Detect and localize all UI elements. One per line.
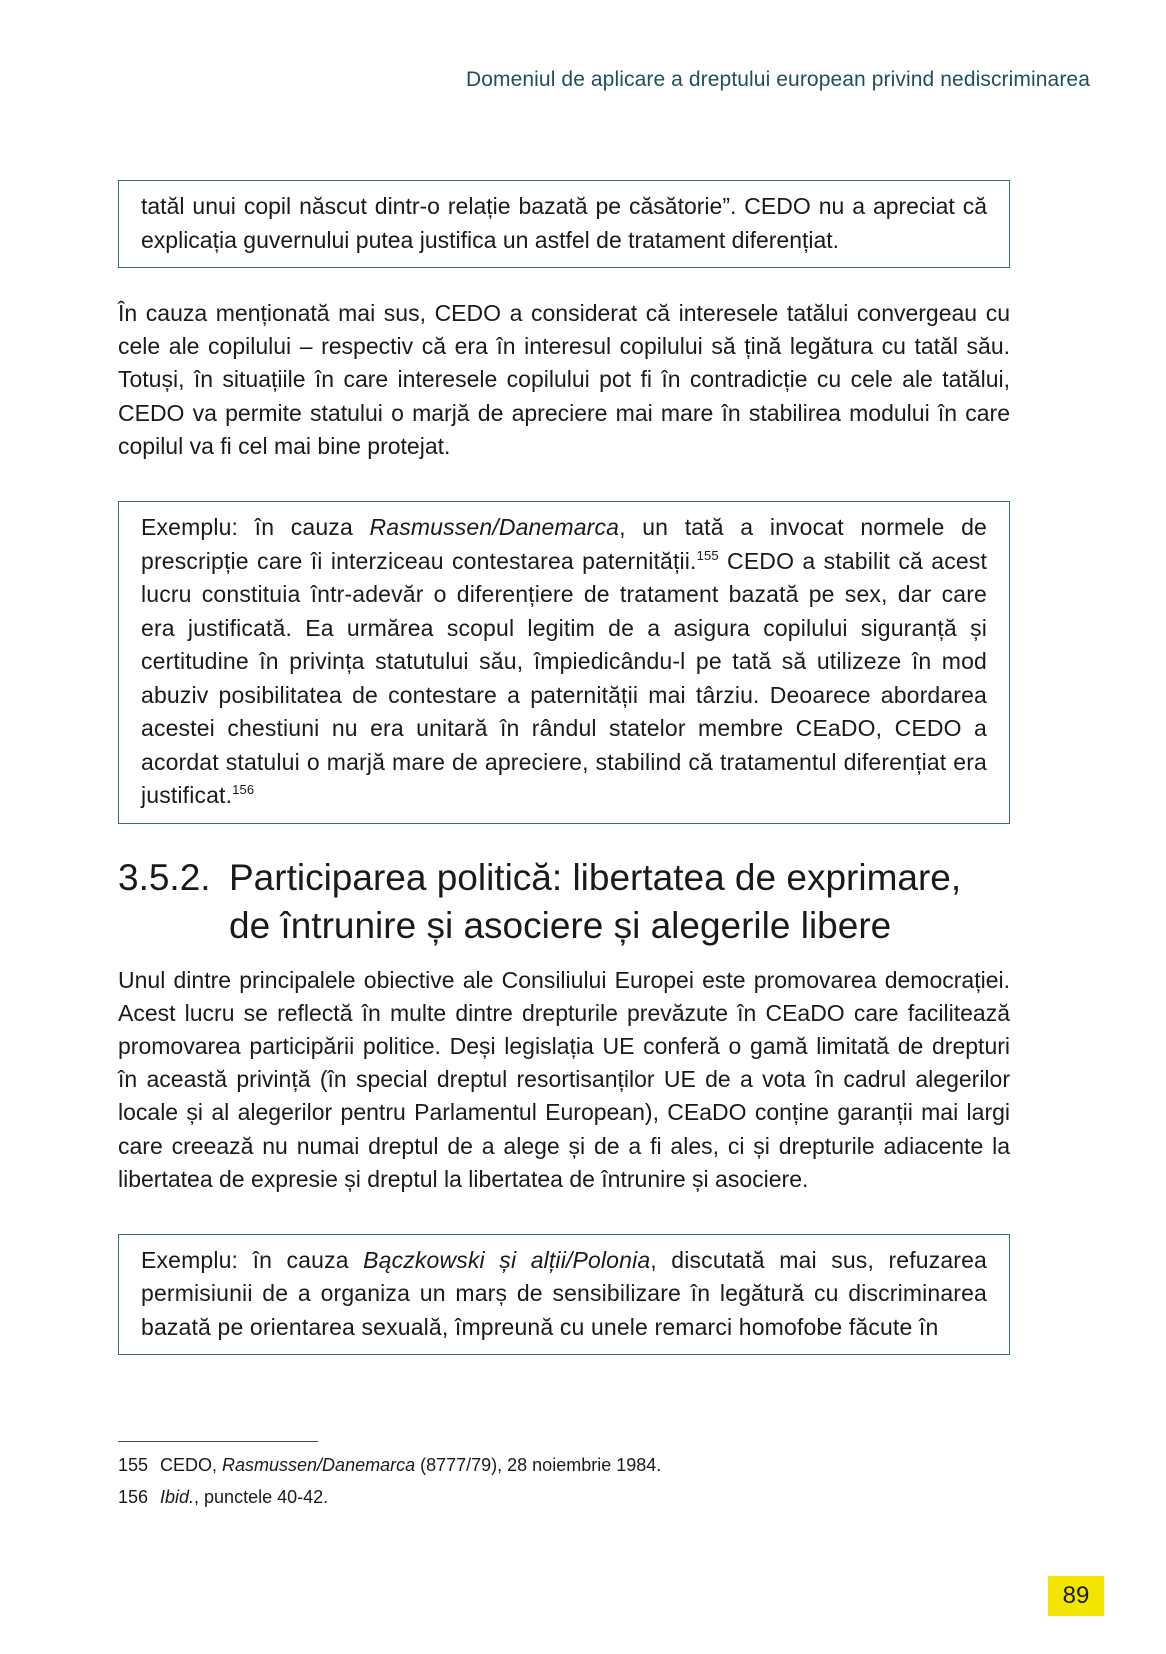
- box-text: tatăl unui copil născut dintr-o relație bazată pe căsătorie”. CEDO nu a apreciat că explicația guvernului putea justifica un astfel de tratament diferențiat.: [141, 193, 987, 253]
- running-header: Domeniul de aplicare a dreptului european privind nediscriminarea: [465, 68, 1090, 91]
- case-name: Bączkowski și alții/Polonia: [363, 1246, 651, 1273]
- footnote-text: [160, 1481, 328, 1513]
- page-body: [118, 180, 1010, 1355]
- example-box-continued: [118, 180, 1010, 268]
- footnote: [118, 1449, 661, 1481]
- footnote: [118, 1481, 661, 1513]
- section-number: 3.5.2.: [118, 856, 211, 898]
- example-text: , discutată mai sus, refuzarea permisiunii de a organiza un marș de sensibilizare în legătură cu discriminarea bazată pe orientarea sexuală, împreună cu unele remarci homofobe făcute în: [141, 1246, 987, 1340]
- page-number: 89: [1048, 1576, 1104, 1616]
- footnote-text-pre: CEDO,: [160, 1455, 223, 1475]
- footnote-ref-156[interactable]: 156: [232, 782, 255, 798]
- footnote-ref-155[interactable]: 155: [696, 547, 719, 563]
- footnote-number: 156: [118, 1487, 149, 1507]
- example-text: , un tată a invocat normele de prescripție care îi interziceau contestarea paternității.: [141, 514, 987, 574]
- example-box-rasmussen: [118, 501, 1010, 824]
- footnote-case-name: Rasmussen/Danemarca: [222, 1455, 416, 1475]
- footnotes: [118, 1449, 661, 1513]
- footnote-divider: [118, 1441, 318, 1442]
- case-name: Rasmussen/Danemarca: [369, 514, 620, 541]
- footnote-number: 155: [118, 1455, 149, 1475]
- section-heading: [118, 854, 1010, 950]
- footnote-text-post: , punctele 40-42.: [194, 1487, 329, 1507]
- section-title: Participarea politică: libertatea de exprimare, de întrunire și asociere și alegerile libere: [229, 856, 962, 946]
- footnote-text-post: (8777/79), 28 noiembrie 1984.: [415, 1455, 662, 1475]
- body-paragraph: În cauza menționată mai sus, CEDO a considerat că interesele tatălui convergeau cu cele ale copilului – respectiv că era în interesul copilului să țină legătura cu tatăl său. Totuși, în situațiile în care interesele copilului pot fi în contradicție cu cele ale tatălui, CEDO va permite statului o marjă de apreciere mai mare în stabilirea modului în care copilul va fi cel mai bine protejat.: [118, 300, 1010, 459]
- example-prefix: Exemplu: în cauza: [141, 1246, 364, 1273]
- footnote-text: [160, 1449, 661, 1481]
- footnote-ibid: Ibid.: [160, 1487, 195, 1507]
- body-paragraph: Unul dintre principalele obiective ale Consiliului Europei este promovarea democrației. Acest lucru se reflectă în multe dintre drepturile prevăzute în CEaDO care facilitează promovarea participării politice. Deși legislația UE conferă o gamă limitată de drepturi în această privință (în special dreptul resortisanților UE de a vota în cadrul alegerilor locale și al alegerilor pentru Parlamentul European), CEaDO conține garanții mai largi care creează nu numai dreptul de a alege și de a fi ales, ci și drepturile adiacente la libertatea de expresie și dreptul la libertatea de întrunire și asociere.: [118, 966, 1010, 1192]
- example-text: CEDO a stabilit că acest lucru constituia într-adevăr o diferențiere de tratament bazată pe sex, dar care era justificată. Ea urmărea scopul legitim de a asigura copilului siguranță și certitudine în privința statutului său, împiedicându-l pe tată să utilizeze în mod abuziv posibilitatea de contestare a paternității mai târziu. Deoarece abordarea acestei chestiuni nu era unitară în rândul statelor membre CEaDO, CEDO a acordat statului o marjă mare de apreciere, stabilind că tratamentul diferențiat era justificat.: [141, 547, 987, 809]
- example-box-baczkowski: [118, 1234, 1010, 1356]
- example-prefix: Exemplu: în cauza: [141, 514, 370, 541]
